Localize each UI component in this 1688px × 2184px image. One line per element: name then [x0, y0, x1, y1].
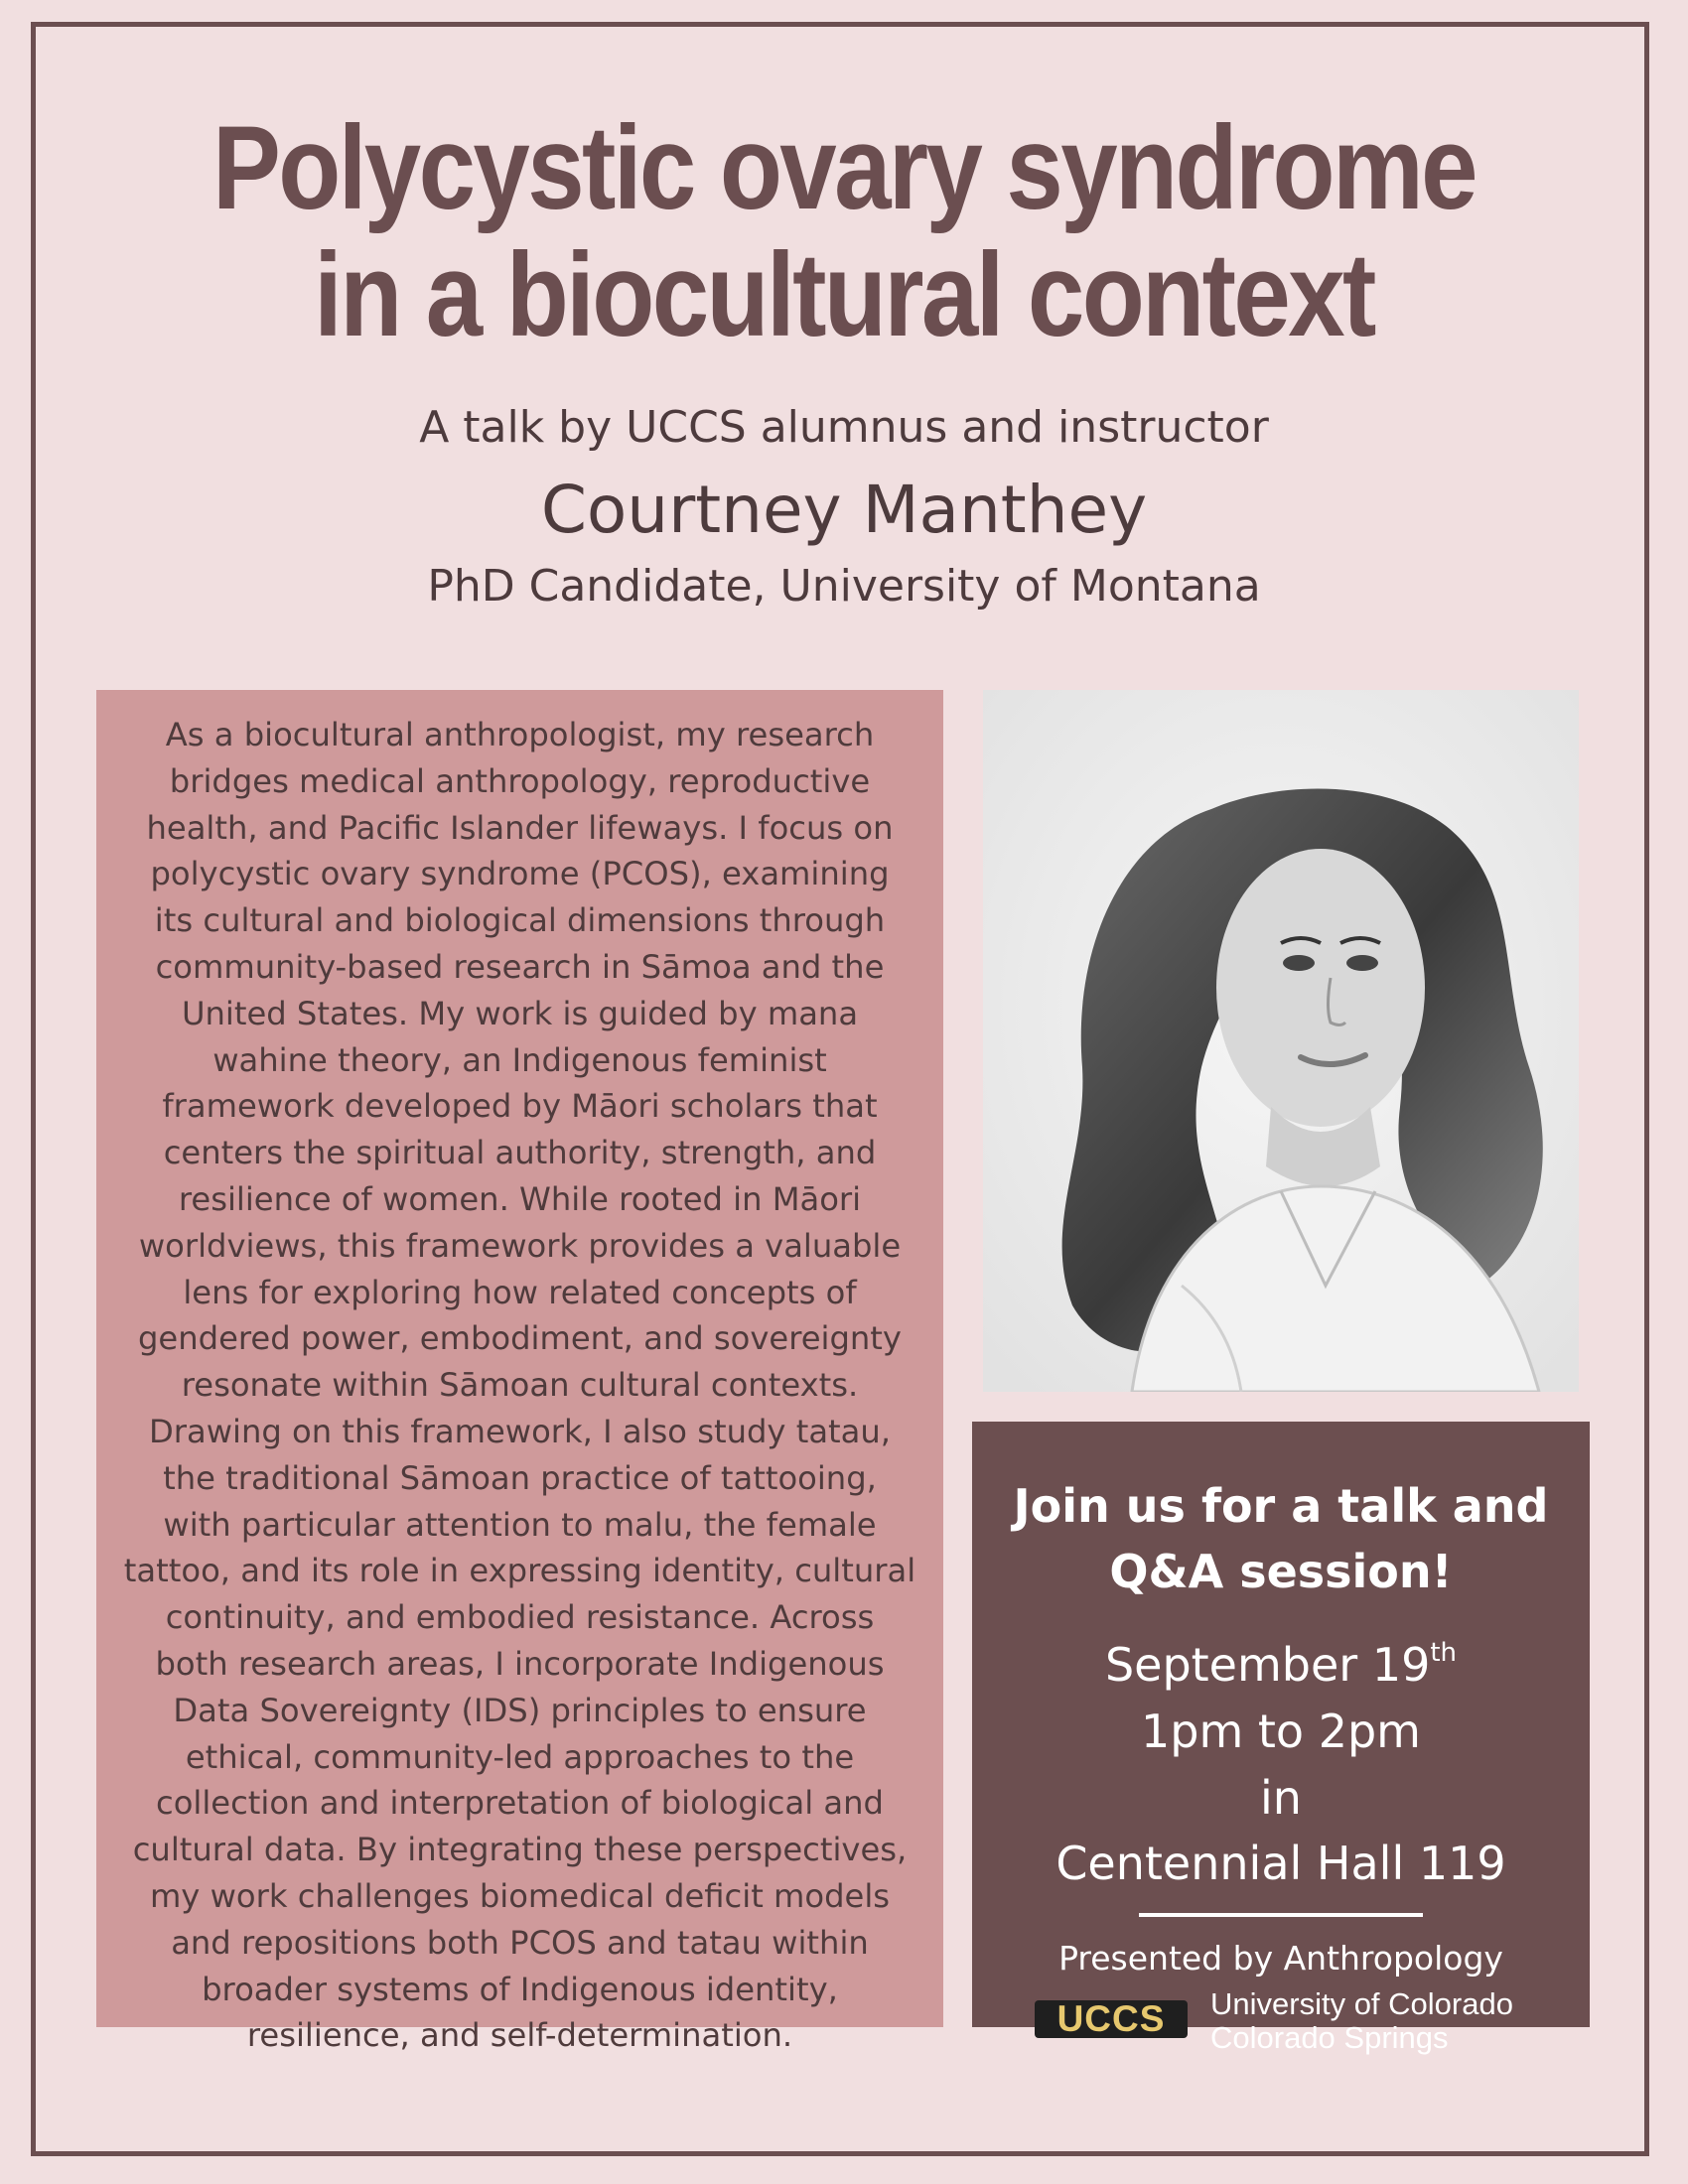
bio-line: wahine theory, an Indigenous feminist — [212, 1040, 827, 1079]
bio-line: Drawing on this framework, I also study tatau, — [148, 1412, 892, 1450]
talk-subtitle: A talk by UCCS alumnus and instructor — [419, 402, 1269, 453]
invite-heading — [972, 1473, 1590, 1604]
invite-line-2: Q&A session! — [1109, 1545, 1453, 1598]
university-line-2: Colorado Springs — [1210, 2020, 1449, 2055]
bio-line: United States. My work is guided by mana — [181, 994, 859, 1032]
bio-line: polycystic ovary syndrome (PCOS), examining — [150, 855, 890, 893]
speaker-portrait — [983, 690, 1579, 1392]
speaker-name: Courtney Manthey — [540, 472, 1148, 548]
title-line-1: Polycystic ovary syndrome — [211, 101, 1477, 234]
event-time: 1pm to 2pm — [1141, 1705, 1421, 1758]
bio-line: worldviews, this framework provides a valuable — [138, 1226, 902, 1265]
bio-line: its cultural and biological dimensions through — [154, 901, 886, 940]
bio-line: both research areas, I incorporate Indigenous — [155, 1644, 885, 1683]
bio-line: the traditional Sāmoan practice of tattooing, — [163, 1458, 877, 1497]
bio-line: health, and Pacific Islander lifeways. I focus on — [146, 808, 894, 847]
bio-line: my work challenges biomedical deficit models — [149, 1876, 891, 1915]
bio-line: framework developed by Māori scholars that — [162, 1087, 878, 1126]
event-date — [972, 1638, 1590, 1692]
bio-line: resilience, and self-determination. — [246, 2016, 793, 2055]
bio-line: tattoo, and its role in expressing identity, cultural — [123, 1552, 916, 1590]
university-line-1: University of Colorado — [1210, 1986, 1513, 2021]
bio-line: gendered power, embodiment, and sovereignty — [138, 1319, 902, 1358]
bio-line: ethical, community-led approaches to the — [185, 1737, 855, 1776]
bio-line: continuity, and embodied resistance. Across — [165, 1598, 875, 1637]
bio-text-box — [96, 690, 943, 2055]
date-suffix: th — [1430, 1638, 1458, 1668]
bio-line: bridges medical anthropology, reproductive — [169, 761, 871, 800]
bio-line: As a biocultural anthropologist, my research — [165, 716, 875, 753]
uccs-logo: UCCS — [1035, 2000, 1188, 2038]
title-line-2: in a biocultural context — [314, 228, 1374, 361]
bio-line: community-based research in Sāmoa and the — [155, 947, 885, 986]
bio-line: cultural data. By integrating these perspectives, — [132, 1831, 908, 1869]
bio-line: Data Sovereignty (IDS) principles to ensure — [173, 1691, 867, 1729]
portrait-illustration — [983, 690, 1579, 1392]
divider — [1139, 1913, 1423, 1917]
poster-title — [118, 101, 1570, 361]
bio-line: and repositions both PCOS and tatau within — [171, 1923, 869, 1962]
bio-line: lens for exploring how related concepts of — [183, 1273, 857, 1311]
event-details-panel — [972, 1422, 1590, 2055]
bio-line: collection and interpretation of biological and — [156, 1784, 884, 1823]
date-text: September 19 — [1104, 1638, 1431, 1692]
speaker-affiliation: PhD Candidate, University of Montana — [427, 561, 1261, 612]
bio-line: resilience of women. While rooted in Māori — [178, 1179, 862, 1218]
invite-line-1: Join us for a talk and — [1013, 1479, 1549, 1533]
bio-line: with particular attention to malu, the female — [163, 1505, 877, 1544]
presented-by: Presented by Anthropology — [1058, 1939, 1503, 1978]
bio-line: broader systems of Indigenous identity, — [202, 1970, 838, 2008]
event-location: Centennial Hall 119 — [1055, 1837, 1506, 1890]
bio-line: centers the spiritual authority, strength, and — [163, 1134, 877, 1172]
event-in: in — [1260, 1771, 1302, 1825]
university-name — [1210, 1987, 1513, 2055]
bio-line: resonate within Sāmoan cultural contexts. — [181, 1366, 859, 1405]
